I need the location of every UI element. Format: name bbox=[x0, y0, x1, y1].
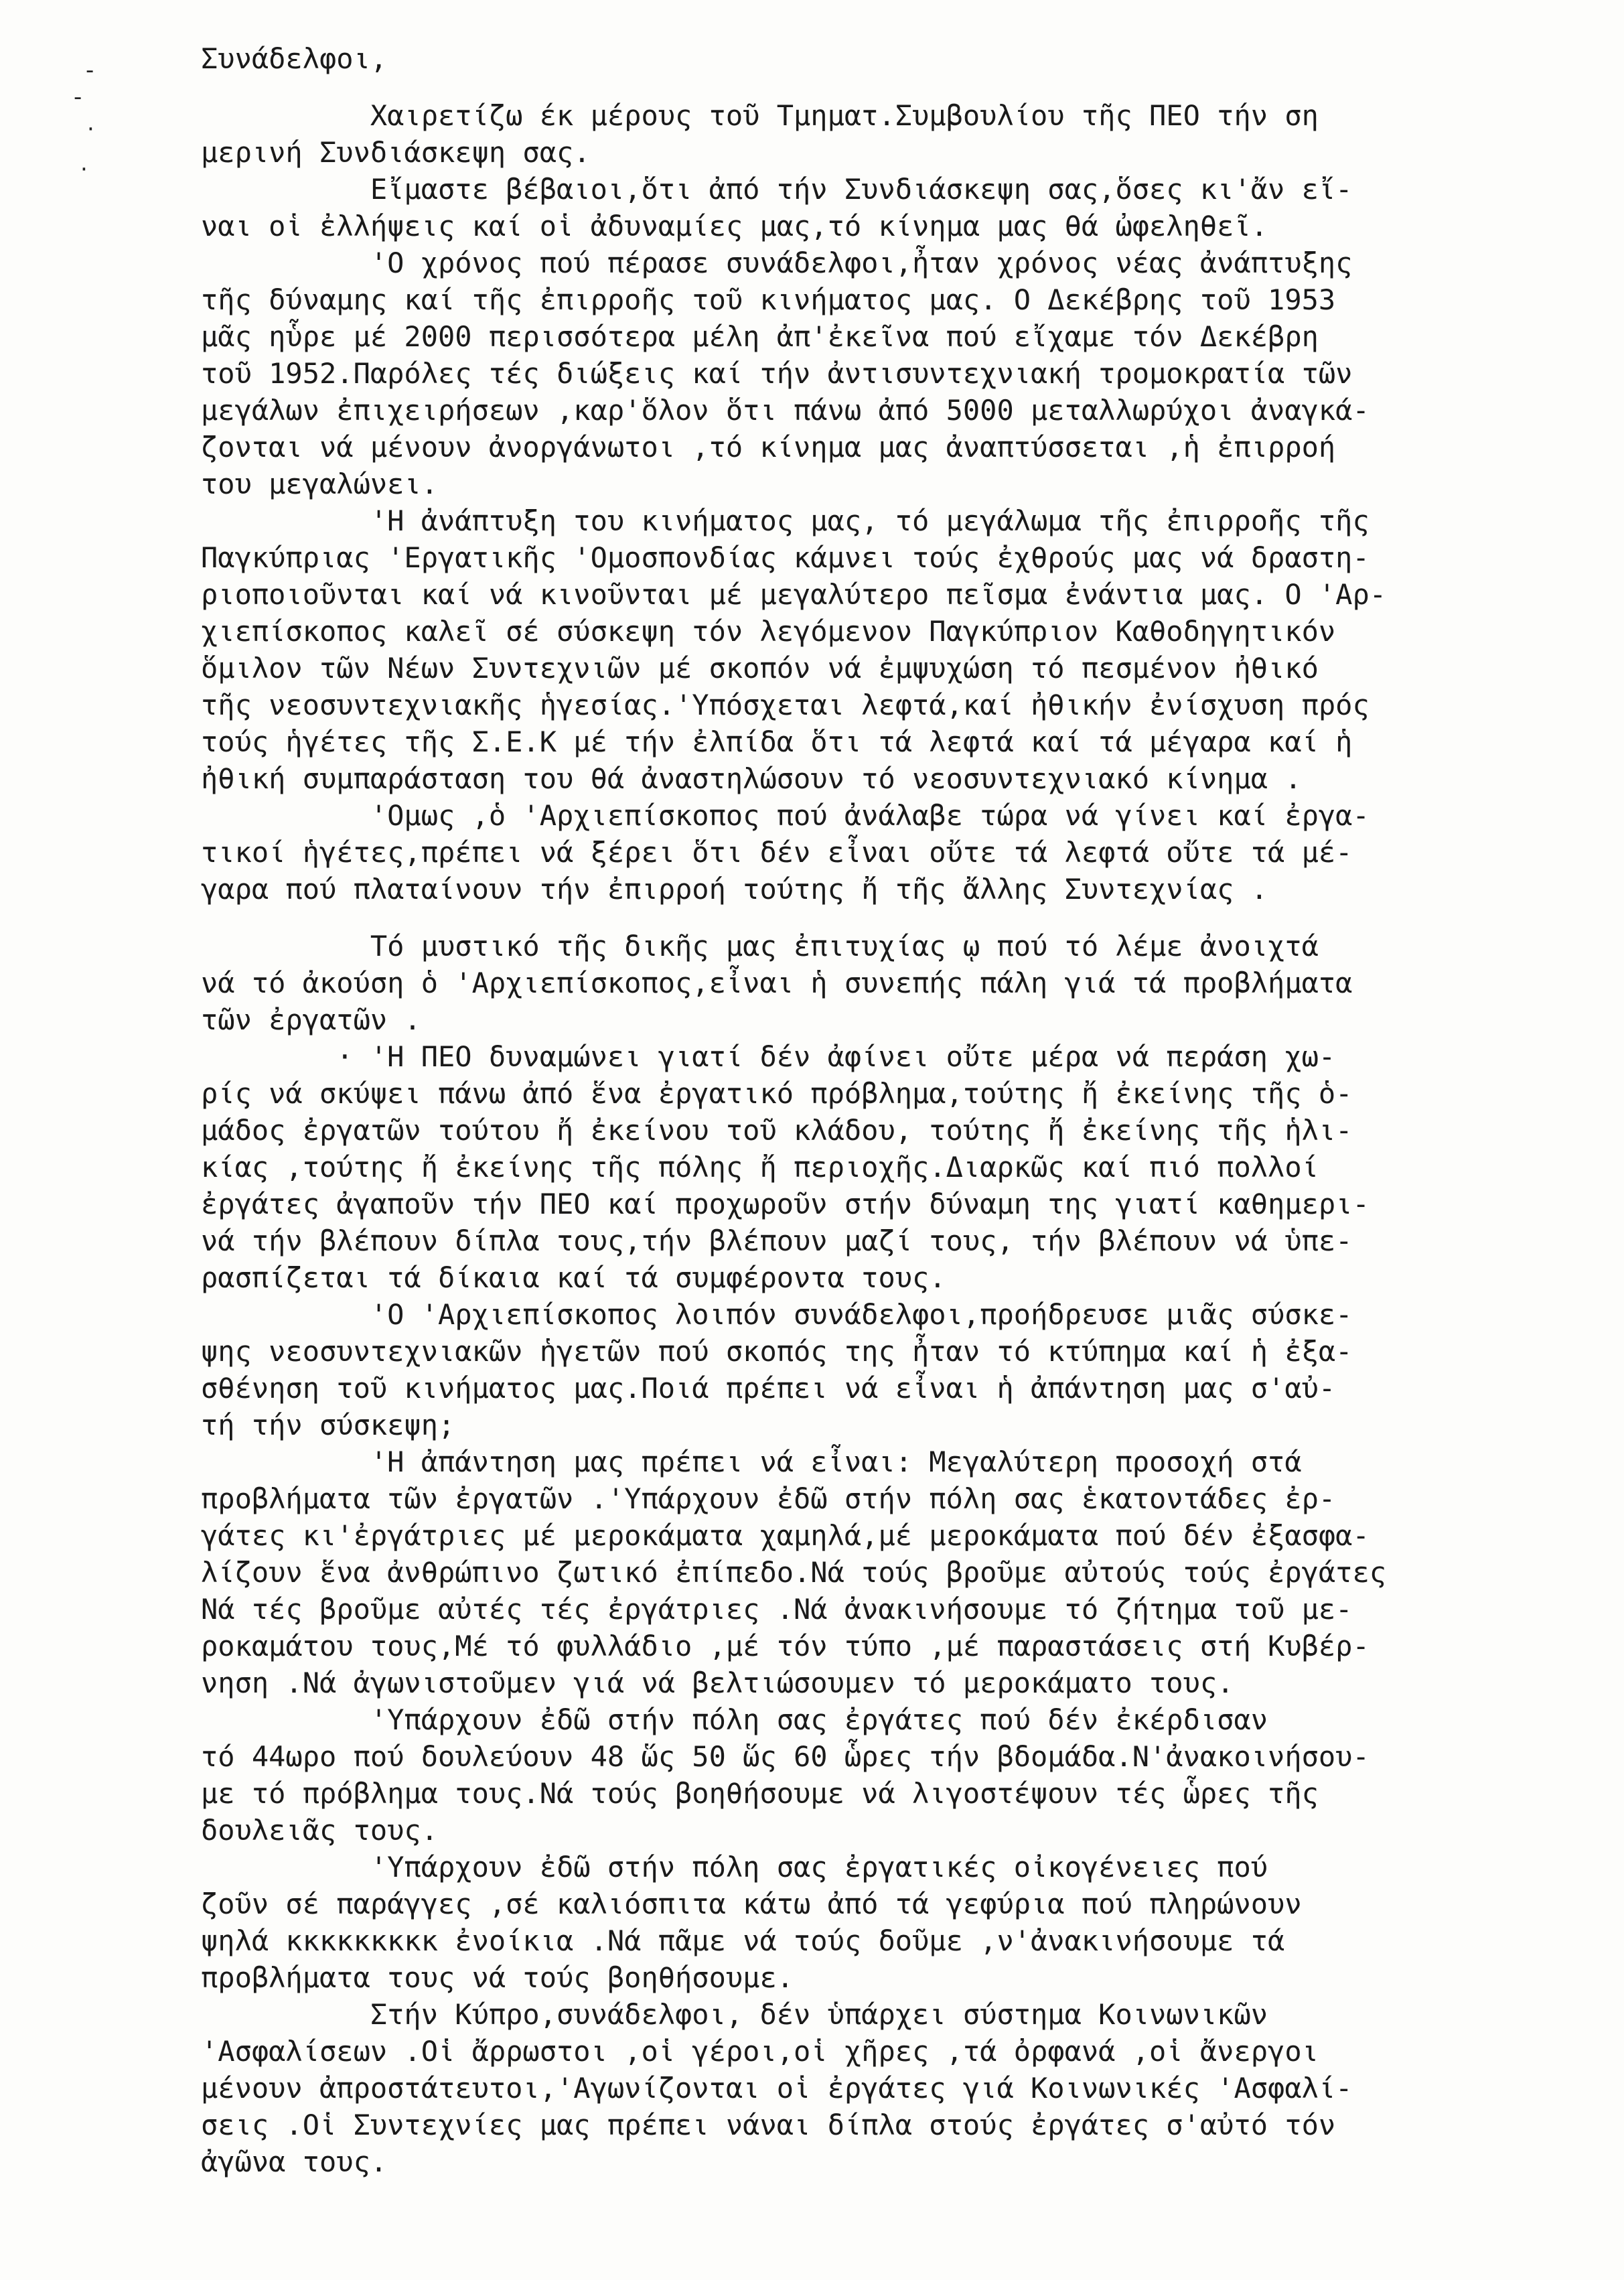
text-line: ρίς νά σκύψει πάνω ἀπό ἕνα ἐργατικό πρόβλημα,τούτης ἤ ἐκείνης τῆς ὁ- bbox=[201, 1077, 1353, 1110]
text-line: ριοποιοῦνται καί νά κινοῦνται μέ μεγαλύτερο πεῖσμα ἐνάντια μας. Ο 'Αρ- bbox=[201, 578, 1387, 611]
margin-mark: · bbox=[87, 116, 94, 143]
text-line: σεις .Οἱ Συντεχνίες μας πρέπει νάναι δίπλα στούς ἐργάτες σ'αὐτό τόν bbox=[201, 2109, 1336, 2141]
text-line: μάδος ἐργατῶν τούτου ἤ ἐκείνου τοῦ κλάδου, τούτης ἤ ἐκείνης τῆς ἡλι- bbox=[201, 1114, 1353, 1147]
text-line: χιεπίσκοπος καλεῖ σέ σύσκεψη τόν λεγόμενον Παγκύπριον Καθοδηγητικόν bbox=[201, 615, 1336, 648]
text-line: νά τό ἀκούση ὁ 'Αρχιεπίσκοπος,εἶναι ἡ συνεπής πάλη γιά τά προβλήματα bbox=[201, 967, 1353, 999]
text-line: 'Ο 'Αρχιεπίσκοπος λοιπόν συνάδελφοι,προήδρευσε μιᾶς σύσκε- bbox=[201, 1298, 1353, 1331]
text-line: ζονται νά μένουν ἀνοργάνωτοι ,τό κίνημα μας ἀναπτύσσεται ,ἡ ἐπιρροή bbox=[201, 431, 1336, 464]
text-line: τό 44ωρο πού δουλεύουν 48 ὥς 50 ὥς 60 ὧρες τήν βδομάδα.Ν'ἀνακοινήσου- bbox=[201, 1740, 1370, 1773]
text-line: προβλήματα τῶν ἐργατῶν .'Υπάρχουν ἐδῶ στήν πόλη σας ἑκατοντάδες ἐρ- bbox=[201, 1482, 1336, 1515]
text-line: Τό μυστικό τῆς δικῆς μας ἐπιτυχίας ῳ πού τό λέμε ἀνοιχτά bbox=[201, 930, 1319, 963]
text-line: Συνάδελφοι, bbox=[201, 42, 388, 75]
text-line: · 'Η ΠΕΟ δυναμώνει γιατί δέν ἀφίνει οὔτε μέρα νά περάση χω- bbox=[201, 1040, 1336, 1073]
typed-letter-body bbox=[201, 40, 1594, 2254]
text-line: μεγάλων ἐπιχειρήσεων ,καρ'ὅλον ὅτι πάνω ἀπό 5000 μεταλλωρύχοι ἀναγκά- bbox=[201, 394, 1370, 427]
text-line: ἀγῶνα τους. bbox=[201, 2145, 388, 2178]
text-line: νηση .Νά ἀγωνιστοῦμεν γιά νά βελτιώσουμεν τό μεροκάματο τους. bbox=[201, 1666, 1234, 1699]
text-line: 'Ο χρόνος πού πέρασε συνάδελφοι,ἦταν χρόνος νέας ἀνάπτυξης bbox=[201, 246, 1353, 279]
text-line: γαρα πού πλαταίνουν τήν ἐπιρροή τούτης ἤ τῆς ἄλλης Συντεχνίας . bbox=[201, 873, 1268, 906]
text-line: ναι οἱ ἐλλήψεις καί οἱ ἀδυναμίες μας,τό κίνημα μας θά ὠφεληθεῖ. bbox=[201, 210, 1268, 242]
text-line: μερινή Συνδιάσκεψη σας. bbox=[201, 136, 591, 169]
text-line: Εἴμαστε βέβαιοι,ὅτι ἀπό τήν Συνδιάσκεψη σας,ὅσες κι'ἄν εἴ- bbox=[201, 173, 1353, 206]
text-line: κίας ,τούτης ἤ ἐκείνης τῆς πόλης ἤ περιοχῆς.Διαρκῶς καί πιό πολλοί bbox=[201, 1151, 1319, 1184]
text-line: ροκαμάτου τους,Μέ τό φυλλάδιο ,μέ τόν τύπο ,μέ παραστάσεις στή Κυβέρ- bbox=[201, 1630, 1370, 1662]
text-line bbox=[201, 2217, 1594, 2254]
margin-mark: · bbox=[80, 156, 88, 183]
text-line: σθένηση τοῦ κινήματος μας.Ποιά πρέπει νά εἶναι ἡ ἀπάντηση μας σ'αὐ- bbox=[201, 1372, 1336, 1405]
text-line: ψης νεοσυντεχνιακῶν ἡγετῶν πού σκοπός της ἦταν τό κτύπημα καί ἡ ἐξα- bbox=[201, 1335, 1353, 1368]
text-line bbox=[201, 2180, 1594, 2217]
margin-mark: - bbox=[74, 84, 82, 111]
text-line: τούς ἡγέτες τῆς Σ.Ε.Κ μέ τήν ἐλπίδα ὅτι τά λεφτά καί τά μέγαρα καί ἡ bbox=[201, 725, 1353, 758]
text-line: Παγκύπριας 'Εργατικῆς 'Ομοσπονδίας κάμνει τούς ἐχθρούς μας νά δραστη- bbox=[201, 541, 1370, 574]
text-line: τοῦ 1952.Παρόλες τές διώξεις καί τήν ἀντισυντεχνιακή τρομοκρατία τῶν bbox=[201, 357, 1353, 390]
text-line: 'Η ἀπάντηση μας πρέπει νά εἶναι: Μεγαλύτερη προσοχή στά bbox=[201, 1445, 1302, 1478]
text-line: τῆς νεοσυντεχνιακῆς ἡγεσίας.'Υπόσχεται λεφτά,καί ἠθικήν ἐνίσχυση πρός bbox=[201, 689, 1370, 721]
text-line: Νά τές βροῦμε αὐτές τές ἐργάτριες .Νά ἀνακινήσουμε τό ζήτημα τοῦ με- bbox=[201, 1593, 1353, 1626]
text-line: ὅμιλον τῶν Νέων Συντεχνιῶν μέ σκοπόν νά ἐμψυχώση τό πεσμένον ἠθικό bbox=[201, 652, 1319, 685]
text-line: προβλήματα τους νά τούς βοηθήσουμε. bbox=[201, 1961, 794, 1994]
text-line: γάτες κι'ἐργάτριες μέ μεροκάματα χαμηλά,μέ μεροκάματα πού δέν ἐξασφα- bbox=[201, 1519, 1370, 1552]
text-line: 'Ομως ,ὁ 'Αρχιεπίσκοπος πού ἀνάλαβε τώρα νά γίνει καί ἐργα- bbox=[201, 799, 1370, 832]
text-line: δουλειᾶς τους. bbox=[201, 1814, 439, 1847]
text-line: 'Υπάρχουν ἐδῶ στήν πόλη σας ἐργατικές οἰκογένειες πού bbox=[201, 1851, 1268, 1883]
spacer bbox=[201, 908, 1594, 928]
text-line: ἠθική συμπαράσταση του θά ἀναστηλώσουν τό νεοσυντεχνιακό κίνημα . bbox=[201, 762, 1302, 795]
text-line: νά τήν βλέπουν δίπλα τους,τήν βλέπουν μαζί τους, τήν βλέπουν νά ὑπε- bbox=[201, 1224, 1353, 1257]
text-line: τῶν ἐργατῶν . bbox=[201, 1003, 421, 1036]
text-line: ἐργάτες ἀγαποῦν τήν ΠΕΟ καί προχωροῦν στήν δύναμη της γιατί καθημερι- bbox=[201, 1188, 1370, 1220]
text-line: 'Ασφαλίσεων .Οἱ ἄρρωστοι ,οἱ γέροι,οἱ χῆρες ,τά ὀρφανά ,οἱ ἄνεργοι bbox=[201, 2035, 1319, 2068]
text-line: ψηλά κκκκκκκκκ ἐνοίκια .Νά πᾶμε νά τούς δοῦμε ,ν'ἀνακινήσουμε τά bbox=[201, 1924, 1285, 1957]
text-line: Χαιρετίζω έκ μέρους τοῦ Τμηματ.Συμβουλίου τῆς ΠΕΟ τήν ση bbox=[201, 99, 1319, 132]
text-line: λίζουν ἕνα ἀνθρώπινο ζωτικό ἐπίπεδο.Νά τούς βροῦμε αὐτούς τούς ἐργάτες bbox=[201, 1556, 1387, 1589]
text-line: τῆς δύναμης καί τῆς ἐπιρροῆς τοῦ κινήματος μας. Ο Δεκέβρης τοῦ 1953 bbox=[201, 283, 1336, 316]
text-line: τή τήν σύσκεψη; bbox=[201, 1409, 455, 1441]
text-line: 'Η ἀνάπτυξη του κινήματος μας, τό μεγάλωμα τῆς ἐπιρροῆς τῆς bbox=[201, 504, 1370, 537]
spacer bbox=[201, 77, 1594, 97]
text-line: μένουν ἀπροστάτευτοι,'Αγωνίζονται οἱ ἐργάτες γιά Κοινωνικές 'Ασφαλί- bbox=[201, 2072, 1353, 2105]
text-line: μᾶς ηὗρε μέ 2000 περισσότερα μέλη ἀπ'ἐκεῖνα πού εἴχαμε τόν Δεκέβρη bbox=[201, 320, 1319, 353]
margin-mark: - bbox=[86, 57, 94, 84]
text-line: ζοῦν σέ παράγγες ,σέ καλιόσπιτα κάτω ἀπό τά γεφύρια πού πληρώνουν bbox=[201, 1887, 1302, 1920]
text-line: με τό πρόβλημα τους.Νά τούς βοηθήσουμε νά λιγοστέψουν τές ὧρες τῆς bbox=[201, 1777, 1319, 1810]
text-line: του μεγαλώνει. bbox=[201, 468, 439, 500]
text-line: 'Υπάρχουν ἐδῶ στήν πόλη σας ἐργάτες πού δέν ἐκέρδισαν bbox=[201, 1703, 1268, 1736]
text-line: Στήν Κύπρο,συνάδελφοι, δέν ὑπάρχει σύστημα Κοινωνικῶν bbox=[201, 1998, 1268, 2031]
text-line: τικοί ἡγέτες,πρέπει νά ξέρει ὅτι δέν εἶναι οὔτε τά λεφτά οὔτε τά μέ- bbox=[201, 836, 1353, 869]
text-line: ρασπίζεται τά δίκαια καί τά συμφέροντα τους. bbox=[201, 1261, 946, 1294]
